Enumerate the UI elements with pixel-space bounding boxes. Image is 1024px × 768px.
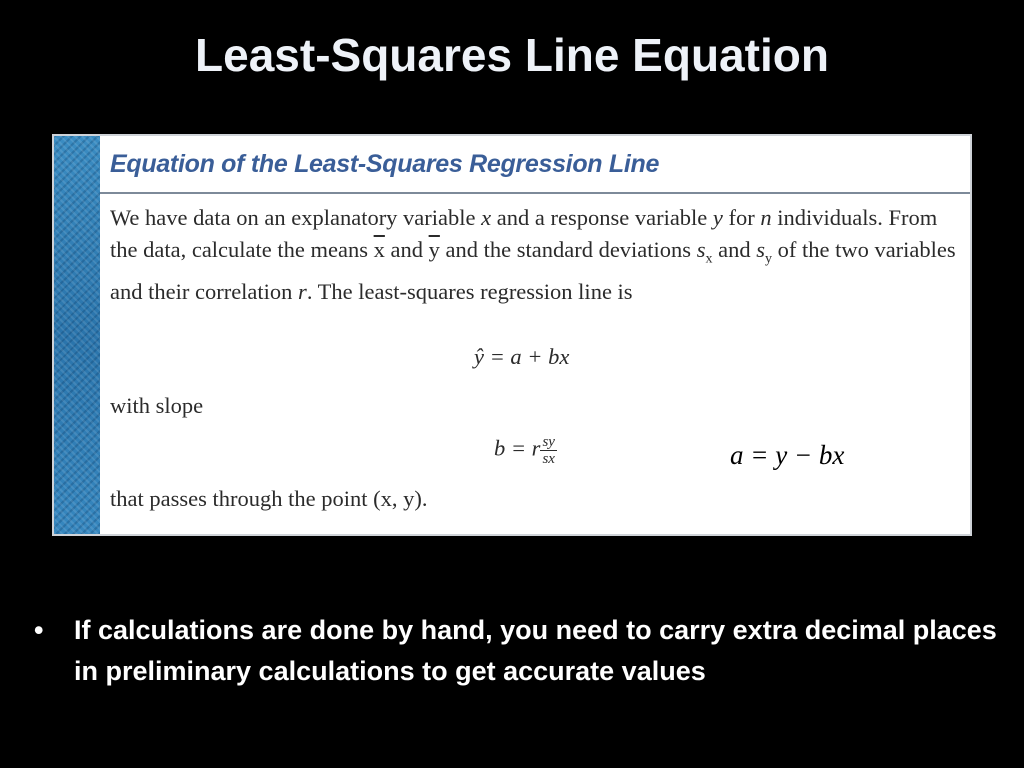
point-text: that passes through the point (x, y). <box>110 486 428 511</box>
bullet-text: If calculations are done by hand, you need to carry extra decimal places in preliminary calculations to get accurate values <box>74 615 997 686</box>
bullet-list <box>30 610 1000 692</box>
slope-numerator: sy <box>542 434 555 450</box>
textbook-box <box>52 134 972 536</box>
slope-denominator: sx <box>542 451 555 467</box>
slope-fraction <box>540 434 557 467</box>
divider <box>100 192 972 194</box>
list-item <box>30 610 1000 692</box>
slope-formula <box>494 434 557 467</box>
box-heading: Equation of the Least-Squares Regression Line <box>110 150 660 178</box>
bullet-icon: • <box>34 615 44 645</box>
decorative-stripe <box>54 136 100 534</box>
slope-label: with slope <box>110 393 204 418</box>
box-paragraph <box>110 202 966 308</box>
definition-text: We have data on an explanatory variable x and a response variable y for n individuals. From the data, calculate the means $\overline{x}$ and $\overline{y}$ and the standard deviations $s_x$ and $s_y$ of the two variables and their correlation r. The least-squares regression line is <box>110 205 956 304</box>
regression-equation: ŷ = a + bx <box>474 344 570 369</box>
intercept-formula: a = y − bx <box>730 440 845 470</box>
slope-formula-lhs: b = r <box>494 435 541 461</box>
slide-title: Least-Squares Line Equation <box>195 29 829 81</box>
